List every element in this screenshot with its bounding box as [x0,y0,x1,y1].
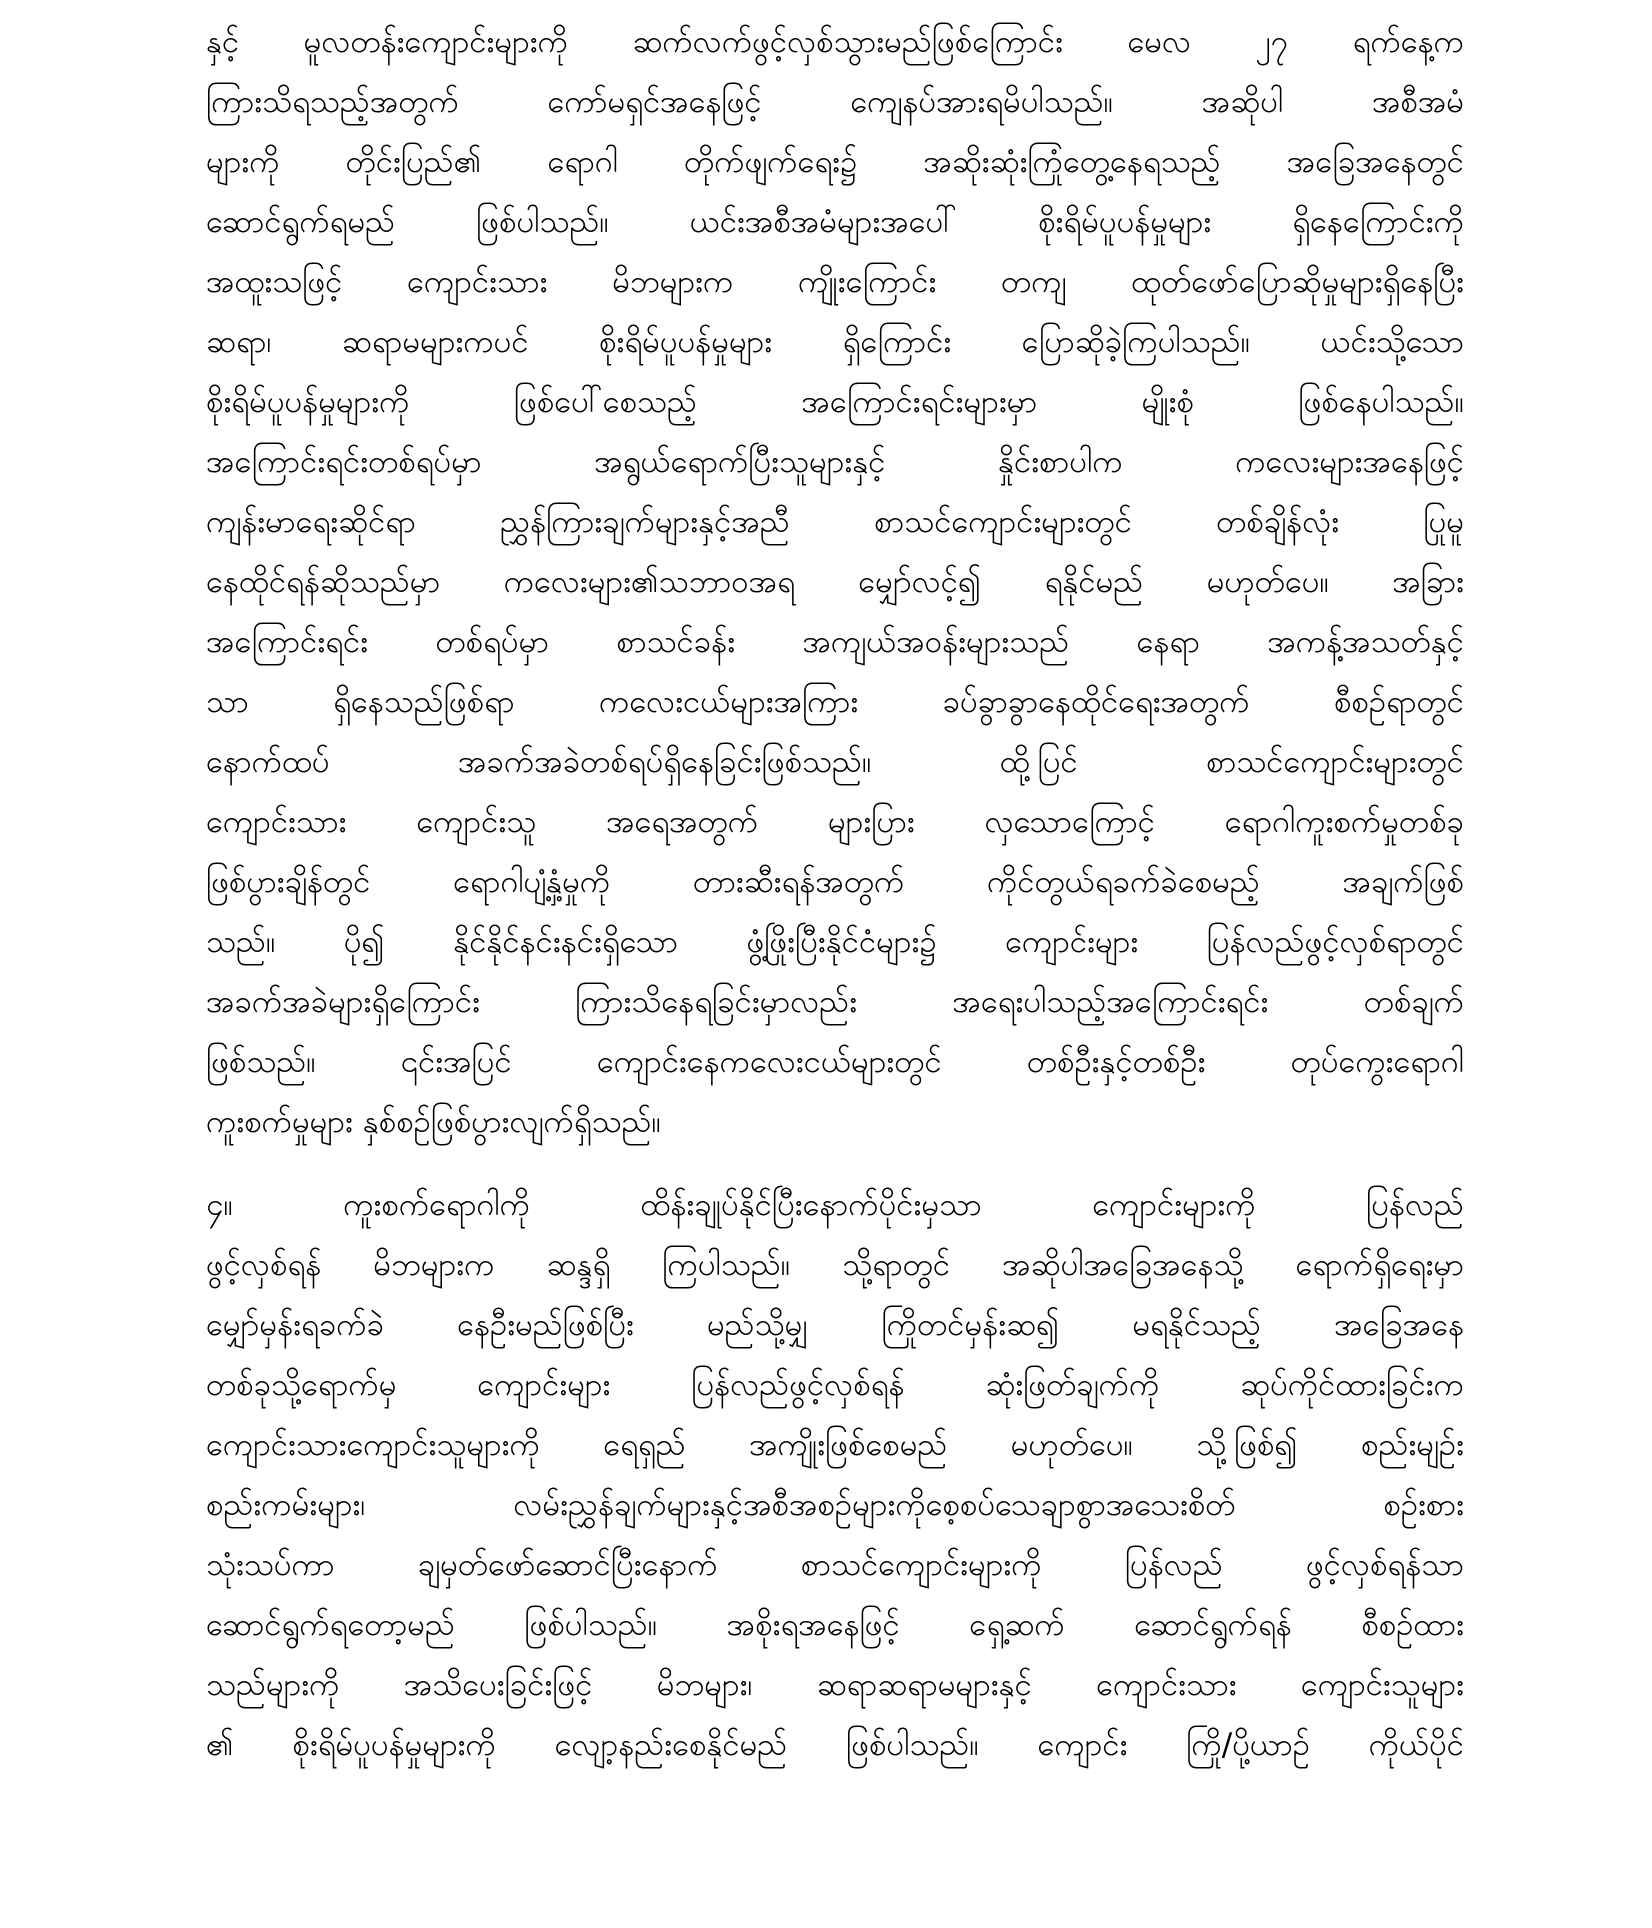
paragraph-1 [206,12,1464,1152]
document-page [206,12,1464,1775]
text-line: ကျန်းမာရေးဆိုင်ရာ ညွှန်ကြားချက်များနှင့်အညီ စာသင်ကျောင်းများတွင် တစ်ချိန်လုံး ပြုမူ [206,504,1464,540]
text-line: မျှော်မှန်းရခက်ခဲ နေဦးမည်ဖြစ်ပြီး မည်သို့မျှ ကြိုတင်မှန်းဆ၍ မရနိုင်သည့် အခြေအနေ [206,1307,1464,1343]
paragraph-2 [206,1175,1464,1775]
text-line: အခက်အခဲများရှိကြောင်း ကြားသိနေရခြင်းမှာလည်း အရေးပါသည့်အကြောင်းရင်း တစ်ချက် [206,984,1464,1020]
text-line: နှင့် မူလတန်းကျောင်းများကို ဆက်လက်ဖွင့်လှစ်သွားမည်ဖြစ်ကြောင်း မေလ ၂၇ ရက်နေ့က [206,24,1464,60]
text-line: ဖြစ်သည်။ ၎င်းအပြင် ကျောင်းနေကလေးငယ်များတွင် တစ်ဦးနှင့်တစ်ဦး တုပ်ကွေးရောဂါ [206,1044,1464,1080]
text-line: တစ်ခုသို့ရောက်မှ ကျောင်းများ ပြန်လည်ဖွင့်လှစ်ရန် ဆုံးဖြတ်ချက်ကို ဆုပ်ကိုင်ထားခြင်းက [206,1367,1464,1403]
text-line: ဆောင်ရွက်ရတော့မည် ဖြစ်ပါသည်။ အစိုးရအနေဖြင့် ရှေ့ဆက် ဆောင်ရွက်ရန် စီစဉ်ထား [206,1607,1464,1643]
text-line: ဖြစ်ပွားချိန်တွင် ရောဂါပျံ့နှံ့မှုကို တားဆီးရန်အတွက် ကိုင်တွယ်ရခက်ခဲစေမည့် အချက်ဖြစ် [206,864,1464,900]
text-line: ဆောင်ရွက်ရမည် ဖြစ်ပါသည်။ ယင်းအစီအမံများအပေါ် စိုးရိမ်ပူပန်မှုများ ရှိနေကြောင်းကို [206,204,1464,240]
text-line: အထူးသဖြင့် ကျောင်းသား မိဘများက ကျိုးကြောင်း တကျ ထုတ်ဖော်ပြောဆိုမှုများရှိနေပြီး [206,264,1464,300]
text-line: ၄။ ကူးစက်ရောဂါကို ထိန်းချုပ်နိုင်ပြီးနောက်ပိုင်းမှသာ ကျောင်းများကို ပြန်လည် [206,1187,1464,1223]
text-line: ကျောင်းသားကျောင်းသူများကို ရေရှည် အကျိုးဖြစ်စေမည် မဟုတ်ပေ။ သို့ဖြစ်၍ စည်းမျဉ်း [206,1427,1464,1463]
text-line: နောက်ထပ် အခက်အခဲတစ်ရပ်ရှိနေခြင်းဖြစ်သည်။ ထို့ပြင် စာသင်ကျောင်းများတွင် [206,744,1464,780]
text-line: ၏ စိုးရိမ်ပူပန်မှုများကို လျော့နည်းစေနိုင်မည် ဖြစ်ပါသည်။ ကျောင်း ကြို/ပို့ယာဉ် ကိုယ်ပိုင် [206,1727,1464,1763]
text-line: စည်းကမ်းများ၊ လမ်းညွှန်ချက်များနှင့်အစီအစဉ်များကိုစေ့စပ်သေချာစွာအသေးစိတ် စဉ်းစား [206,1487,1464,1523]
text-line: ကူးစက်မှုများ နှစ်စဉ်ဖြစ်ပွားလျက်ရှိသည်။ [206,1104,661,1140]
text-line: များကို တိုင်းပြည်၏ ရောဂါ တိုက်ဖျက်ရေး၌ အဆိုးဆုံးကြုံတွေ့နေရသည့် အခြေအနေတွင် [206,144,1464,180]
text-line: သည်များကို အသိပေးခြင်းဖြင့် မိဘများ၊ ဆရာဆရာမများနှင့် ကျောင်းသား ကျောင်းသူများ [206,1667,1464,1703]
paragraph-spacer [206,1152,1464,1175]
text-line: ဆရာ၊ ဆရာမများကပင် စိုးရိမ်ပူပန်မှုများ ရှိကြောင်း ပြောဆိုခဲ့ကြပါသည်။ ယင်းသို့သော [206,324,1464,360]
text-line: အကြောင်းရင်းတစ်ရပ်မှာ အရွယ်ရောက်ပြီးသူများနှင့် နှိုင်းစာပါက ကလေးများအနေဖြင့် [206,444,1464,480]
text-line: ကြားသိရသည့်အတွက် ကော်မရှင်အနေဖြင့် ကျေနပ်အားရမိပါသည်။ အဆိုပါ အစီအမံ [206,84,1464,120]
text-line: အကြောင်းရင်း တစ်ရပ်မှာ စာသင်ခန်း အကျယ်အဝန်းများသည် နေရာ အကန့်အသတ်နှင့် [206,624,1464,660]
text-line: သည်။ ပို၍ နိုင်နိုင်နင်းနင်းရှိသော ဖွံ့ဖြိုးပြီးနိုင်ငံများ၌ ကျောင်းများ ပြန်လည်ဖွင့်လှစ်ရာတွင် [206,924,1464,960]
text-line: နေထိုင်ရန်ဆိုသည်မှာ ကလေးများ၏သဘာဝအရ မျှော်လင့်၍ ရနိုင်မည် မဟုတ်ပေ။ အခြား [206,564,1464,600]
text-line: ကျောင်းသား ကျောင်းသူ အရေအတွက် များပြား လှသောကြောင့် ရောဂါကူးစက်မှုတစ်ခု [206,804,1464,840]
text-line: သာ ရှိနေသည်ဖြစ်ရာ ကလေးငယ်များအကြား ခပ်ခွာခွာနေထိုင်ရေးအတွက် စီစဉ်ရာတွင် [206,684,1464,720]
text-line: စိုးရိမ်ပူပန်မှုများကို ဖြစ်ပေါ်စေသည့် အကြောင်းရင်းများမှာ မျိုးစုံ ဖြစ်နေပါသည်။ [206,384,1464,420]
text-line: ဖွင့်လှစ်ရန် မိဘများက ဆန္ဒရှိ ကြပါသည်။ သို့ရာတွင် အဆိုပါအခြေအနေသို့ ရောက်ရှိရေးမှာ [206,1247,1464,1283]
text-line: သုံးသပ်ကာ ချမှတ်ဖော်ဆောင်ပြီးနောက် စာသင်ကျောင်းများကို ပြန်လည် ဖွင့်လှစ်ရန်သာ [206,1547,1464,1583]
